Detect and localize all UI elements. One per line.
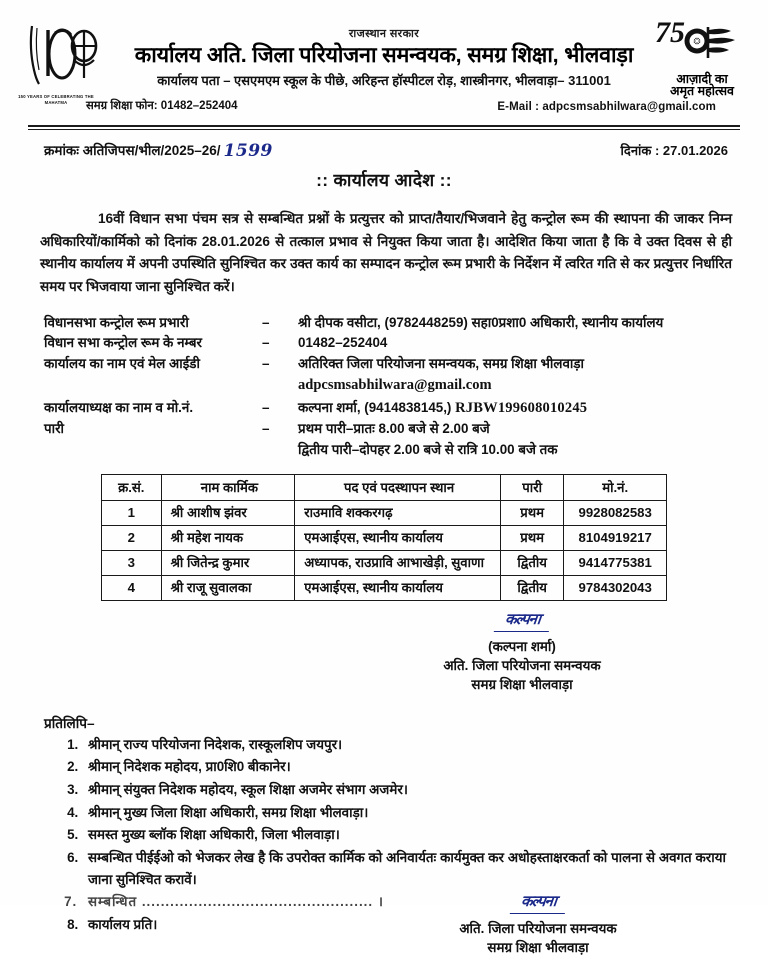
cell-sno: 4	[102, 575, 162, 600]
cell-mobile: 9414775381	[564, 550, 667, 575]
detail-row-control-room-number	[44, 333, 744, 354]
table-row	[102, 550, 667, 575]
cell-shift: द्वितीय	[500, 550, 563, 575]
detail-value: अतिरिक्त जिला परियोजना समन्वयक, समग्र शिक्षा भीलवाड़ा	[298, 355, 585, 371]
cell-name: श्री महेश नायक	[161, 525, 295, 550]
office-email: E-Mail : adpcsmsabhilwara@gmail.com	[497, 101, 716, 114]
list-item: 7. सम्बन्धित ................................................. ।	[82, 891, 726, 913]
detail-row-shift-2	[44, 440, 744, 461]
list-item: 2. श्रीमान् निदेशक महोदय, प्रा0शि0 बीकानेर।	[82, 756, 726, 778]
detail-dash: –	[262, 399, 270, 415]
office-title: कार्यालय अति. जिला परियोजना समन्वयक, समग्र शिक्षा, भीलवाड़ा	[134, 43, 634, 67]
detail-row-head-name	[44, 397, 744, 419]
detail-dash: –	[262, 335, 270, 351]
table-header-sno: क्र.सं.	[102, 475, 162, 500]
azadi-caption-line2: अमृत महोत्सव	[670, 83, 734, 98]
azadi-caption-line1: आज़ादी का	[676, 72, 728, 86]
letterhead	[0, 0, 768, 119]
signatory-designation-line1: अति. जिला परियोजना समन्वयक	[459, 921, 617, 937]
signatory-designation-line1: अति. जिला परियोजना समन्वयक	[443, 658, 601, 674]
head-employee-reference: RJBW199608010245	[455, 399, 588, 416]
150-years-mahatma-gandhi-logo	[18, 16, 102, 124]
handwritten-signature-secondary: कल्पना	[509, 891, 566, 914]
detail-value	[298, 397, 744, 419]
order-body-paragraph: 16वीं विधान सभा पंचम सत्र से सम्बन्धित प्रश्नों के प्रत्युत्तर को प्राप्त/तैयार/भिजवाने हेतु कन्ट्रोल रूम की स्थापना की जाकर निम्न अधिकारियों/कार्मिको को दिनांक 28.01.2026 से तत्काल प्रभाव से नियुक्त किया जाता है। आदेशित किया जाता है कि वे उक्त दिवस से ही स्थानीय कार्यालय में अपनी उपस्थिति सुनिश्चित कर उक्त कार्य का सम्पादन कन्ट्रोल रूम प्रभारी के निर्देशन में त्वरित गति से कर प्रत्युत्तर निर्धारित समय पर भिजवाया जाना सुनिश्चित करें।	[40, 211, 732, 294]
reference-row	[0, 130, 768, 161]
list-item: 5. समस्त मुख्य ब्लॉक शिक्षा अधिकारी, जिला भीलवाड़ा।	[82, 824, 726, 846]
detail-label: विधानसभा कन्ट्रोल रूम प्रभारी	[44, 314, 189, 330]
order-heading: :: कार्यालय आदेश ::	[316, 170, 452, 191]
signatory-designation-line2: समग्र शिक्षा भीलवाड़ा	[487, 940, 589, 956]
detail-value-email: adpcsmsabhilwara@gmail.com	[298, 377, 492, 394]
cell-name: श्री आशीष झंवर	[161, 500, 295, 525]
handwritten-signature-primary: कल्पना	[493, 609, 550, 632]
staff-table-wrapper	[101, 474, 667, 601]
list-item: 4. श्रीमान् मुख्य जिला शिक्षा अधिकारी, समग्र शिक्षा भीलवाड़ा।	[82, 802, 726, 824]
detail-dash: –	[262, 314, 270, 330]
cell-sno: 1	[102, 500, 162, 525]
signature-block-primary	[372, 609, 672, 694]
cell-post: एमआईएस, स्थानीय कार्यालय	[295, 525, 501, 550]
office-address: कार्यालय पता – एसएमएम स्कूल के पीछे, अरिहन्त हॉस्पीटल रोड़, शास्त्रीनगर, भीलवाड़ा– 311001	[157, 72, 611, 88]
detail-value-shift-1: प्रथम पारी–प्रातः 8.00 बजे से 2.00 बजे	[298, 421, 490, 437]
staff-table	[101, 474, 667, 601]
list-item: 3. श्रीमान् संयुक्त निदेशक महोदय, स्कूल शिक्षा अजमेर संभाग अजमेर।	[82, 779, 726, 801]
reference-number-label: क्रमांकः अतिजिपस/भील/2025–26/	[44, 143, 221, 159]
table-header-shift: पारी	[500, 475, 563, 500]
list-item: 8. कार्यालय प्रति।	[82, 914, 726, 936]
signatory-name: (कल्पना शर्मा)	[488, 639, 556, 655]
cell-shift: द्वितीय	[500, 575, 563, 600]
order-date: दिनांक : 27.01.2026	[620, 143, 728, 159]
detail-row-shift	[44, 419, 744, 440]
cell-post: अध्यापक, राउप्रावि आभाखेड़ी, सुवाणा	[295, 550, 501, 575]
head-name-and-mobile: कल्पना शर्मा, (9414838145,)	[298, 399, 452, 415]
table-row	[102, 525, 667, 550]
cell-mobile: 8104919217	[564, 525, 667, 550]
table-header-name: नाम कार्मिक	[161, 475, 295, 500]
detail-label: पारी	[44, 421, 65, 437]
detail-value: श्री दीपक वसीटा, (9782448259) सहा0प्रशा0 अधिकारी, स्थानीय कार्यालय	[298, 314, 664, 330]
cell-mobile: 9928082583	[564, 500, 667, 525]
table-row	[102, 575, 667, 600]
cell-mobile: 9784302043	[564, 575, 667, 600]
detail-dash: –	[262, 421, 270, 437]
detail-label: विधान सभा कन्ट्रोल रूम के नम्बर	[44, 335, 202, 351]
cell-name: श्री जितेन्द्र कुमार	[161, 550, 295, 575]
cell-sno: 3	[102, 550, 162, 575]
details-block	[0, 313, 768, 461]
cell-post: एमआईएस, स्थानीय कार्यालय	[295, 575, 501, 600]
detail-value-shift-2: द्वितीय पारी–दोपहर 2.00 बजे से रात्रि 10.00 बजे तक	[298, 441, 558, 457]
cell-sno: 2	[102, 525, 162, 550]
office-phone: समग्र शिक्षा फोन: 01482–252404	[86, 100, 238, 113]
table-header-row	[102, 475, 667, 500]
detail-label: कार्यालय का नाम एवं मेल आईडी	[44, 355, 200, 371]
detail-row-office-name	[44, 354, 744, 375]
reference-number-handwritten: 1599	[223, 141, 273, 162]
cell-post: राउमावि शक्करगढ़	[295, 500, 501, 525]
detail-row-office-email	[44, 374, 744, 396]
copy-to-heading: प्रतिलिपि–	[44, 715, 95, 731]
table-header-mobile: मो.नं.	[564, 475, 667, 500]
detail-value: 01482–252404	[298, 335, 388, 351]
cell-shift: प्रथम	[500, 525, 563, 550]
list-item: 1. श्रीमान् राज्य परियोजना निदेशक, रास्कूलशिप जयपुर।	[82, 734, 726, 756]
signatory-designation-line2: समग्र शिक्षा भीलवाड़ा	[471, 677, 573, 693]
detail-row-incharge	[44, 313, 744, 334]
detail-label: कार्यालयाध्यक्ष का नाम व मो.नं.	[44, 399, 194, 415]
cell-shift: प्रथम	[500, 500, 563, 525]
government-name: राजस्थान सरकार	[348, 28, 420, 40]
list-item: 6. सम्बन्धित पीईईओ को भेजकर लेख है कि उपरोक्त कार्मिक को अनिवार्यतः कार्यमुक्त कर अधोहस्ताक्षरकर्ता को पालना से अवगत कराया जाना सुनिश्चित करावें।	[82, 847, 726, 890]
detail-dash: –	[262, 355, 270, 371]
mahatma-logo-caption: 150 YEARS OF CELEBRATING THE MAHATMA	[18, 94, 94, 105]
letterhead-contact-row	[34, 98, 734, 113]
reference-number	[44, 141, 273, 161]
table-row	[102, 500, 667, 525]
svg-text:75: 75	[655, 16, 685, 49]
table-header-post: पद एवं पदस्थापन स्थान	[295, 475, 501, 500]
signature-block-secondary	[388, 891, 688, 957]
azadi-ka-amrit-mahotsav-logo	[652, 12, 752, 124]
cell-name: श्री राजू सुवालका	[161, 575, 295, 600]
